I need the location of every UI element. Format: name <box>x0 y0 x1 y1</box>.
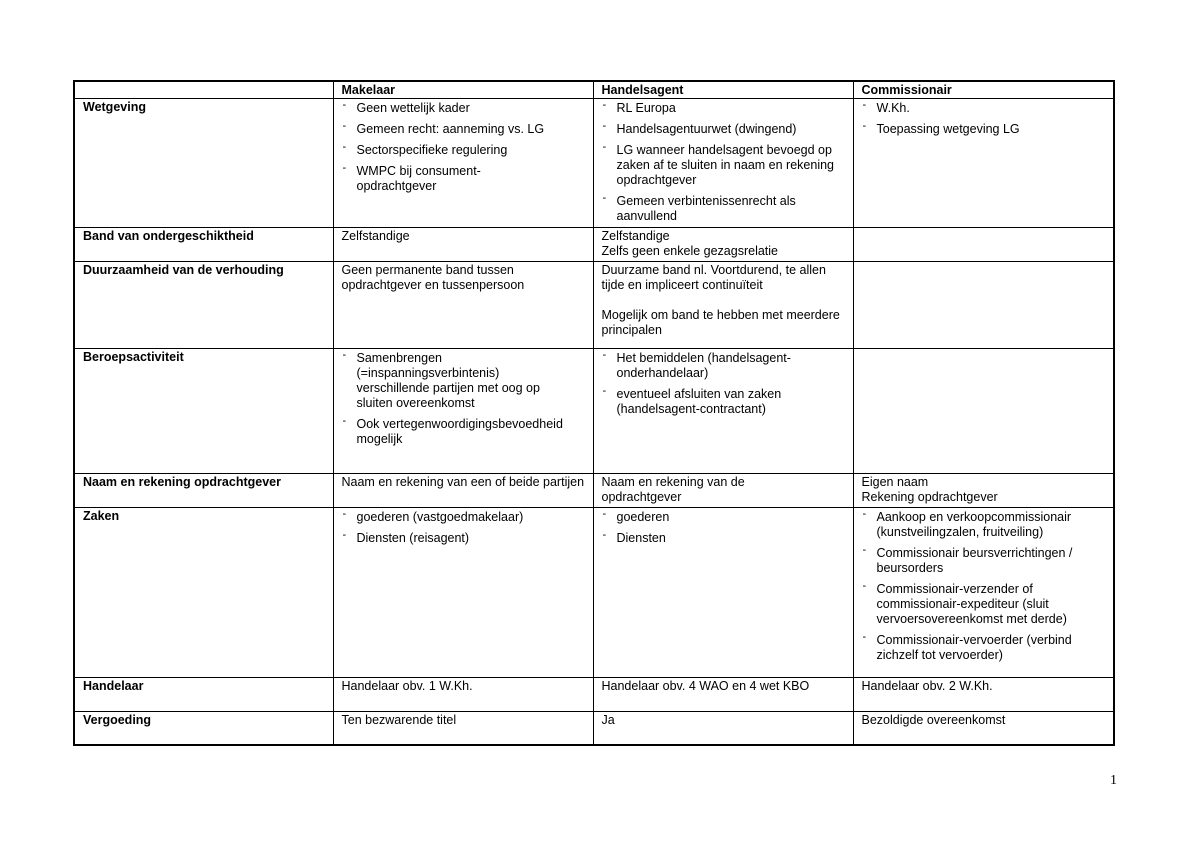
cell-makelaar: Naam en rekening van een of beide partijen <box>333 474 593 508</box>
cell-makelaar <box>333 508 593 678</box>
table-row <box>74 474 1114 508</box>
list-item: - Sectorspecifieke regulering <box>342 143 585 158</box>
table-row <box>74 712 1114 745</box>
bullet-list <box>862 510 1106 663</box>
table-row <box>74 508 1114 678</box>
cell-commissionair: Bezoldigde overeenkomst <box>853 712 1114 745</box>
list-item: - Het bemiddelen (handelsagent-onderhandelaar) <box>602 351 845 381</box>
header-makelaar: Makelaar <box>333 81 593 99</box>
list-item: - goederen <box>602 510 845 525</box>
list-item: - Gemeen recht: aanneming vs. LG <box>342 122 585 137</box>
table-row <box>74 349 1114 474</box>
cell-commissionair <box>853 349 1114 474</box>
comparison-table <box>73 80 1115 746</box>
list-item: - eventueel afsluiten van zaken (handelsagent-contractant) <box>602 387 845 417</box>
bullet-list <box>342 351 585 447</box>
cell-commissionair <box>853 474 1114 508</box>
cell-handelsagent <box>593 508 853 678</box>
cell-makelaar <box>333 349 593 474</box>
cell-line: Zelfstandige <box>601 229 670 243</box>
list-item: - Diensten (reisagent) <box>342 531 585 546</box>
table-row <box>74 262 1114 349</box>
list-item: - Diensten <box>602 531 845 546</box>
row-label-band: Band van ondergeschiktheid <box>74 228 333 262</box>
cell-commissionair <box>853 508 1114 678</box>
cell-line: Mogelijk om band te hebben met meerdere principalen <box>601 308 840 337</box>
row-label-handelaar: Handelaar <box>74 678 333 712</box>
bullet-list <box>602 351 845 417</box>
bullet-list <box>862 101 1106 137</box>
header-cell-empty <box>74 81 333 99</box>
bullet-list <box>602 510 845 546</box>
list-item: - RL Europa <box>602 101 845 116</box>
list-item: - LG wanneer handelsagent bevoegd op zaken af te sluiten in naam en rekening opdrachtgever <box>602 143 845 188</box>
table-row <box>74 678 1114 712</box>
row-label-zaken: Zaken <box>74 508 333 678</box>
header-commissionair: Commissionair <box>853 81 1114 99</box>
list-item: - goederen (vastgoedmakelaar) <box>342 510 585 525</box>
cell-commissionair: Handelaar obv. 2 W.Kh. <box>853 678 1114 712</box>
table-header-row <box>74 81 1114 99</box>
cell-commissionair <box>853 99 1114 228</box>
header-handelsagent: Handelsagent <box>593 81 853 99</box>
cell-makelaar: Ten bezwarende titel <box>333 712 593 745</box>
cell-handelsagent: Naam en rekening van de opdrachtgever <box>593 474 853 508</box>
cell-makelaar: Geen permanente band tussen opdrachtgever en tussenpersoon <box>333 262 593 349</box>
cell-line: Rekening opdrachtgever <box>861 490 998 504</box>
cell-makelaar: Zelfstandige <box>333 228 593 262</box>
cell-handelsagent <box>593 228 853 262</box>
cell-line: Eigen naam <box>861 475 929 489</box>
list-item: - Samenbrengen (=inspanningsverbintenis) verschillende partijen met oog op sluiten overeenkomst <box>342 351 585 411</box>
table-row <box>74 228 1114 262</box>
list-item: - Gemeen verbintenissenrecht als aanvullend <box>602 194 845 224</box>
cell-line: Duurzame band nl. Voortdurend, te allen tijde en impliceert continuïteit <box>601 263 826 292</box>
list-item: - Aankoop en verkoopcommissionair (kunstveilingzalen, fruitveiling) <box>862 510 1106 540</box>
row-label-naam-rekening: Naam en rekening opdrachtgever <box>74 474 333 508</box>
cell-makelaar <box>333 99 593 228</box>
list-item: - Toepassing wetgeving LG <box>862 122 1106 137</box>
cell-handelsagent <box>593 99 853 228</box>
cell-handelsagent: Handelaar obv. 4 WAO en 4 wet KBO <box>593 678 853 712</box>
bullet-list <box>342 510 585 546</box>
cell-makelaar: Handelaar obv. 1 W.Kh. <box>333 678 593 712</box>
page-number: 1 <box>1110 773 1117 788</box>
table-row <box>74 99 1114 228</box>
row-label-wetgeving: Wetgeving <box>74 99 333 228</box>
cell-handelsagent: Ja <box>593 712 853 745</box>
row-label-duurzaamheid: Duurzaamheid van de verhouding <box>74 262 333 349</box>
list-item: - Commissionair-vervoerder (verbind zichzelf tot vervoerder) <box>862 633 1106 663</box>
cell-handelsagent <box>593 349 853 474</box>
bullet-list <box>602 101 845 224</box>
list-item: - Commissionair-verzender of commissionair-expediteur (sluit vervoersovereenkomst met derde) <box>862 582 1106 627</box>
row-label-beroepsactiviteit: Beroepsactiviteit <box>74 349 333 474</box>
cell-commissionair <box>853 228 1114 262</box>
list-item: - Ook vertegenwoordigingsbevoedheid mogelijk <box>342 417 585 447</box>
cell-handelsagent <box>593 262 853 349</box>
cell-line: Zelfs geen enkele gezagsrelatie <box>601 244 779 258</box>
bullet-list <box>342 101 585 194</box>
list-item: - Geen wettelijk kader <box>342 101 585 116</box>
cell-commissionair <box>853 262 1114 349</box>
list-item: - Commissionair beursverrichtingen / beursorders <box>862 546 1106 576</box>
list-item: - W.Kh. <box>862 101 1106 116</box>
row-label-vergoeding: Vergoeding <box>74 712 333 745</box>
list-item: - WMPC bij consument-opdrachtgever <box>342 164 585 194</box>
list-item: - Handelsagentuurwet (dwingend) <box>602 122 845 137</box>
